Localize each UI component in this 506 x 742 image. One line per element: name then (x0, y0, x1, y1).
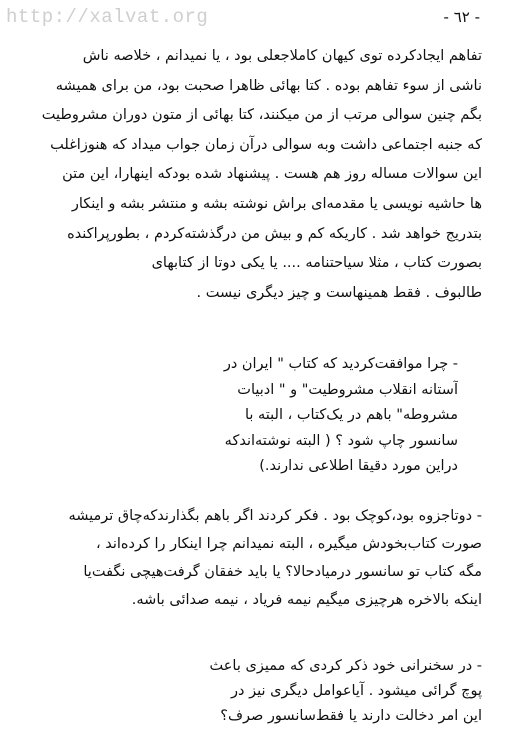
text-line: دراین مورد دقیقا اطلاعی ندارند.) (259, 458, 458, 474)
text-line: ها حاشیه نویسی یا مقدمه‌ای براش نوشته بشه و منتشر بشه و اینکار (71, 195, 482, 212)
text-line: ناشی از سوء تفاهم بوده . کتا بهائی ظاهرا صحبت بود، من برای همیشه (55, 77, 482, 94)
text-line: - در سخنرانی خود ذکر کردی که ممیزی باعث (209, 658, 482, 674)
text-line: آستانه انقلاب مشروطیت" و " ادبیات (237, 381, 458, 398)
text-line: بگم چنین سوالی مرتب از من میکنند، کتا بهائی از متون دوران مشروطیت (41, 107, 482, 124)
text-line: این امر دخالت دارند یا فقط‌سانسور صرف؟ (220, 708, 482, 724)
watermark: http://xalvat.org (6, 6, 209, 28)
text-line: بتدریج خواهد شد . کاریکه کم و بیش من درگذشته‌کردم ، بطورپراکنده (67, 225, 482, 242)
text-line: - چرا موافقت‌کردید که کتاب " ایران در (223, 356, 458, 372)
text-line: بصورت کتاب ، مثلا سیاحتنامه .... یا یکی دوتا از کتابهای (151, 255, 482, 272)
text-line: پوچ گرائی میشود . آیاعوامل دیگری نیز در (231, 683, 482, 699)
paragraph-answer-2 (10, 502, 482, 614)
text-line: این سوالات مساله روز هم هست . پیشنهاد شده بودکه اینهارا، این متن (62, 166, 482, 183)
text-line: - دوتاجزوه بود،کوچک بود . فکر کردند اگر باهم بگذارندکه‌چاق ترمیشه (68, 508, 482, 524)
text-line: که جنبه اجتماعی داشت وبه سوالی درآن زمان جواب میداد که هنوزاغلب (50, 136, 482, 153)
text-line: سانسور چاپ شود ؟ ( البته نوشته‌اندکه (224, 432, 458, 449)
text-line: تفاهم ایجادکرده توی کیهان کاملاجعلی بود ، یا نمیدانم ، خلاصه ناش (82, 48, 482, 64)
paragraph-question-1 (54, 352, 458, 480)
text-line: طالبوف . فقط همینهاست و چیز دیگری نیست . (196, 284, 482, 301)
page-number: - ٦٢ - (443, 8, 480, 26)
text-line: اینکه بالاخره هرچیزی میگیم نیمه فریاد ، نیمه صدائی باشه. (131, 592, 482, 608)
text-line: مشروطه" باهم در یک‌کتاب ، البته با (244, 407, 458, 423)
text-line: صورت کتاب‌بخودش میگیره ، البته نمیدانم چرا اینکار را کرده‌اند ، (95, 536, 482, 552)
text-line: مگه کتاب تو سانسور درمیاد‌حالا؟ یا باید خفقان گرفت‌هیچی نگفت‌یا (83, 564, 482, 580)
paragraph-answer-1 (12, 42, 482, 308)
paragraph-question-2 (42, 654, 482, 729)
